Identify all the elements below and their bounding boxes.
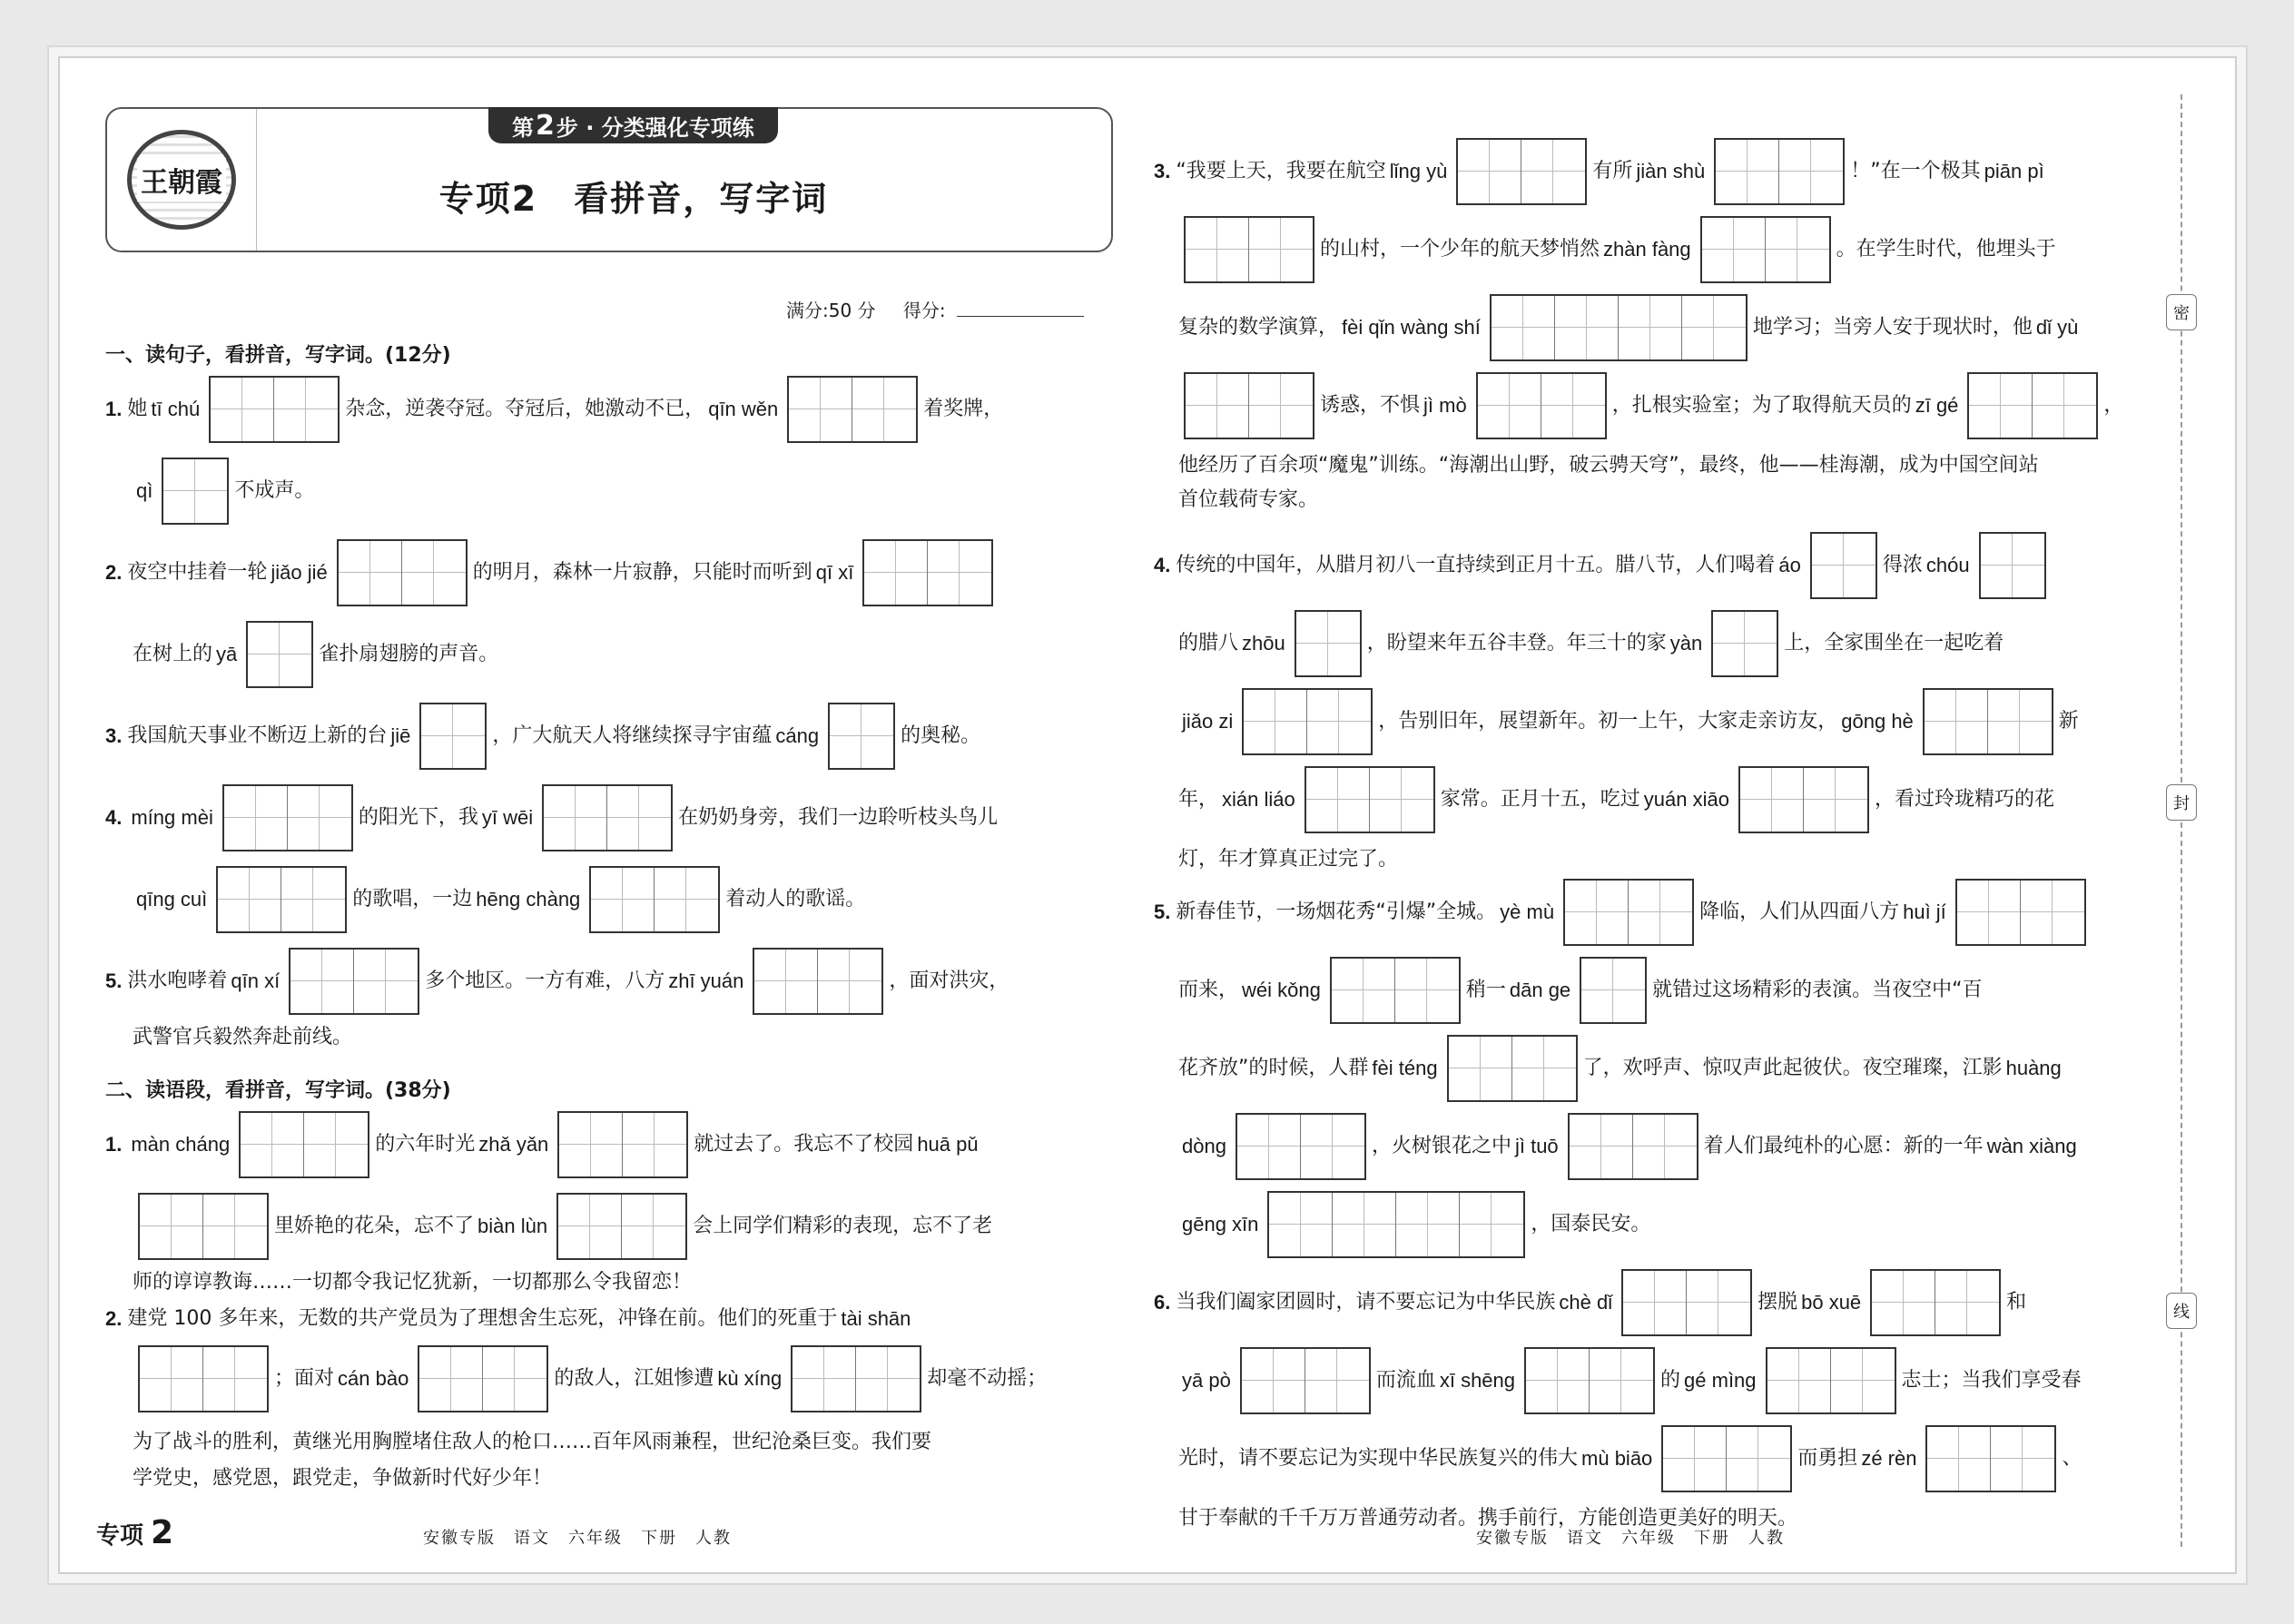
section-label [96,1514,173,1558]
text: 首位载荷专家。 [1178,488,1319,511]
pinyin: jiǎo zi [1182,710,1234,733]
answer-grid[interactable] [589,866,720,933]
text: 和 [2006,1291,2027,1314]
pinyin: wéi kǒng [1242,979,1321,1001]
s2-q3-line4 [1178,372,2123,439]
pinyin: huàng [2005,1057,2062,1079]
pinyin: tài shān [841,1307,911,1330]
text: ，火树银花之中 [1371,1135,1511,1157]
text: 年， [1178,788,1219,811]
pinyin: jiàn shù [1636,160,1706,182]
answer-grid[interactable] [1267,1191,1525,1258]
s1-q1-line1 [105,376,1003,443]
answer-grid[interactable] [1447,1035,1578,1102]
answer-grid[interactable] [1810,532,1877,599]
pinyin: chóu [1925,554,1970,576]
question-number: 5. [1154,901,1171,923]
s2-q2-line2 [133,1345,1047,1412]
answer-grid[interactable] [791,1345,921,1412]
text: 复杂的数学演算， [1178,316,1339,339]
s1-q5-line1 [105,948,1009,1015]
pinyin: biàn lùn [478,1215,548,1237]
s2-q2-line4 [133,1469,552,1489]
text: 着人们最纯朴的心愿：新的一年 [1703,1135,1984,1157]
pinyin: piān pì [1984,160,2044,182]
answer-grid[interactable] [828,703,895,770]
pinyin: jiǎo jié [271,561,328,584]
text: 、 [2062,1447,2082,1470]
worksheet-page [58,56,2237,1574]
question-number: 2. [105,561,123,584]
text: 了，欢呼声、惊叹声此起彼伏。夜空璀璨，江影 [1582,1057,2003,1079]
pinyin: kù xíng [717,1367,783,1390]
s2-q6-line3 [1178,1425,2082,1492]
question-number: 6. [1154,1291,1171,1314]
score-line [786,296,1084,322]
pinyin: xián liáo [1222,788,1295,811]
question-number: 4. [105,806,123,829]
pinyin: cán bào [338,1367,409,1390]
answer-grid[interactable] [1580,957,1647,1024]
answer-grid[interactable] [419,703,487,770]
text: 传统的中国年，从腊月初八一直持续到正月十五。腊八节，人们喝着 [1176,554,1776,576]
pinyin: fèi qǐn wàng shí [1342,316,1481,339]
answer-grid[interactable] [162,458,229,525]
pinyin: chè dǐ [1559,1291,1613,1314]
question-number: 2. [105,1307,123,1330]
text: 我国航天事业不断迈上新的台 [127,724,388,747]
answer-grid[interactable] [1870,1269,2001,1336]
text: 师的谆谆教诲……一切都令我记忆犹新，一切都那么令我留恋！ [133,1271,693,1294]
answer-grid[interactable] [1621,1269,1752,1336]
pinyin: tī chú [151,398,201,420]
pinyin: jì mò [1423,394,1467,417]
answer-grid[interactable] [1524,1347,1655,1414]
pinyin: jiē [390,724,411,747]
text: 新春佳节，一场烟花秀“引爆”全城。 [1176,901,1497,923]
text: 甘于奉献的千千万万普通劳动者。携手前行，方能创造更美好的明天。 [1178,1507,1798,1530]
text: 却毫不动摇； [927,1367,1048,1390]
text: 光时，请不要忘记为实现中华民族复兴的伟大 [1178,1447,1579,1470]
pinyin: dòng [1182,1135,1226,1157]
s1-q5-line2 [133,1028,352,1048]
text: 在奶奶身旁，我们一边聆听枝头鸟儿 [678,806,999,829]
text: 的 [1660,1369,1681,1392]
score-label: 得分: [902,300,946,321]
text: 为了战斗的胜利，黄继光用胸膛堵住敌人的枪口……百年风雨兼程，世纪沧桑巨变。我们要 [133,1431,932,1453]
logo-seal-icon [127,130,236,230]
pinyin: qīn xí [231,969,281,992]
pinyin: zhàn fàng [1603,238,1691,261]
text: 的六年时光 [375,1133,476,1156]
answer-grid[interactable] [1568,1113,1698,1180]
pinyin: yàn [1669,632,1703,655]
section2-title: 二、读语段，看拼音，写字词。(38分) [105,1079,451,1102]
pinyin: huā pǔ [917,1133,979,1156]
s2-q2-line1 [105,1309,914,1329]
pinyin: hēng chàng [476,888,581,910]
text: 夜空中挂着一轮 [127,561,268,584]
section-label-number: 2 [151,1514,174,1551]
pinyin: qīng cuì [136,888,208,910]
answer-grid[interactable] [1236,1113,1366,1180]
question-number: 3. [105,724,123,747]
s2-q5-line3 [1178,1035,2065,1102]
pinyin: míng mèi [131,806,213,829]
text: 的敌人，江姐惨遭 [554,1367,714,1390]
text: 就错过这场精彩的表演。当夜空中“百 [1652,979,1983,1001]
text: “我要上天，我要在航空 [1176,160,1386,182]
s2-q5-line4 [1178,1113,2081,1180]
text: ！”在一个极其 [1850,160,1981,182]
text: 不成声。 [234,479,315,502]
text: 武警官兵毅然奔赴前线。 [133,1026,353,1048]
pinyin: wàn xiàng [1986,1135,2077,1157]
edition-left: 安徽专版 语文 六年级 下册 人教 [423,1529,732,1548]
text: 摆脱 [1757,1291,1798,1314]
s2-q6-line2 [1178,1347,2082,1414]
pinyin: màn cháng [131,1133,231,1156]
s2-q4-line4 [1178,766,2054,833]
text: 而勇担 [1797,1447,1858,1470]
s1-q4-line2 [133,866,865,933]
binding-line [2173,94,2190,1547]
step-tab [488,107,778,143]
pinyin: mù biāo [1581,1447,1653,1470]
pinyin: yā pò [1182,1369,1231,1392]
text: 灯，年才算真正过完了。 [1178,848,1399,871]
answer-grid[interactable] [1476,372,1607,439]
answer-grid[interactable] [557,1111,688,1178]
text: ，告别旧年，展望新年。初一上午，大家走亲访友， [1378,710,1838,733]
s2-q3-line3 [1178,294,2082,361]
pinyin: yuán xiāo [1643,788,1729,811]
s2-q3-line6 [1178,490,1318,510]
pinyin: gēng xīn [1182,1213,1259,1235]
answer-grid[interactable] [1738,766,1869,833]
answer-grid[interactable] [138,1193,269,1260]
answer-grid[interactable] [138,1345,269,1412]
answer-grid[interactable] [289,948,419,1015]
text: 雀扑扇翅膀的声音。 [319,643,499,665]
text: 而来， [1178,979,1239,1001]
pinyin: dān ge [1509,979,1571,1001]
text: 得浓 [1882,554,1923,576]
s2-q6-line1 [1154,1269,2026,1336]
text: 上，全家围坐在一起吃着 [1784,632,2004,655]
text: 。在学生时代，他埋头于 [1836,238,2056,261]
answer-grid[interactable] [1305,766,1435,833]
pinyin: lǐng yù [1389,160,1448,182]
binding-mark: 线 [2166,1293,2197,1329]
s2-q5-line1 [1154,879,2092,946]
answer-grid[interactable] [862,539,993,606]
answer-grid[interactable] [542,784,673,851]
answer-grid[interactable] [1563,879,1694,946]
s2-q2-line3 [133,1432,931,1452]
full-score: 满分:50 分 [786,300,876,321]
text: ， [2103,394,2124,417]
pinyin: zhǎ yǎn [478,1133,549,1156]
pinyin: zé rèn [1861,1447,1917,1470]
pinyin: xī shēng [1439,1369,1516,1392]
answer-grid[interactable] [1714,138,1845,205]
s2-q3-line5 [1178,456,2039,476]
answer-grid[interactable] [1295,610,1362,677]
pinyin: yī wēi [481,806,534,829]
s2-q3-line1 [1154,138,2048,205]
text: 花齐放”的时候，人群 [1178,1057,1369,1079]
s1-q3 [105,703,980,770]
question-number: 1. [105,1133,123,1156]
answer-grid[interactable] [1184,372,1314,439]
s2-q4-line1 [1154,532,2052,599]
s2-q1-line2 [133,1193,992,1260]
answer-grid[interactable] [337,539,468,606]
section1-title: 一、读句子，看拼音，写字词。(12分) [105,344,451,367]
text: 稍一 [1465,979,1506,1001]
answer-grid[interactable] [1330,957,1461,1024]
text: 杂念，逆袭夺冠。夺冠后，她激动不已， [345,398,705,420]
text: 着动人的歌谣。 [725,888,866,910]
pinyin: yè mù [1500,901,1555,923]
section-label-text: 专项 [96,1522,144,1550]
text: 有所 [1592,160,1633,182]
answer-grid[interactable] [1925,1425,2056,1492]
text: 他经历了百余项“魔鬼”训练。“海潮出山野，破云骋天穹”，最终，他——桂海潮，成为中国空间站 [1178,454,2039,477]
text: 而流血 [1375,1369,1436,1392]
s2-q1-line1 [105,1111,982,1178]
text: 会上同学们精彩的表现，忘不了老 [693,1215,993,1237]
pinyin: bō xuē [1801,1291,1862,1314]
text: 新 [2058,710,2079,733]
answer-grid[interactable] [222,784,353,851]
pinyin: huì jí [1903,901,1946,923]
answer-grid[interactable] [1242,688,1373,755]
text: 学党史，感党恩，跟党走，争做新时代好少年！ [133,1467,553,1490]
answer-grid[interactable] [753,948,883,1015]
pinyin: zhī yuán [668,969,744,992]
text: 的明月，森林一片寂静，只能时而听到 [472,561,812,584]
step-number: 2 [536,109,555,142]
text: 诱惑，不惧 [1320,394,1421,417]
pinyin: gé mìng [1684,1369,1757,1392]
text: 多个地区。一方有难，八方 [425,969,665,992]
answer-grid[interactable] [246,621,313,688]
step-prefix: 第 [512,114,534,141]
text: ；面对 [274,1367,335,1390]
question-number: 1. [105,398,123,420]
answer-grid[interactable] [209,376,340,443]
text: ，面对洪灾， [889,969,1009,992]
s2-q5-line5 [1178,1191,1650,1258]
answer-grid[interactable] [1979,532,2046,599]
text: 的阳光下，我 [358,806,478,829]
s2-q3-line2 [1178,216,2056,283]
pinyin: dǐ yù [2035,316,2079,339]
answer-grid[interactable] [1923,688,2053,755]
answer-grid[interactable] [556,1193,687,1260]
pinyin: áo [1778,554,1801,576]
s2-q1-line3 [133,1273,692,1293]
publisher-logo [107,109,257,251]
text: ，看过玲珑精巧的花 [1874,788,2054,811]
pinyin: yā [216,643,238,665]
text: 就过去了。我忘不了校园 [694,1133,914,1156]
text: 的腊八 [1178,632,1239,655]
pinyin: gōng hè [1841,710,1914,733]
s2-q4-line3 [1178,688,2079,755]
question-number: 5. [105,969,123,992]
text: 在树上的 [133,643,213,665]
pinyin: cáng [775,724,820,747]
s1-q2-line2 [133,621,498,688]
answer-grid[interactable] [1955,879,2086,946]
logo-text: 王朝霞 [137,158,226,202]
text: ，广大航天人将继续探寻宇宙蕴 [492,724,773,747]
pinyin: zī gé [1915,394,1959,417]
answer-grid[interactable] [1661,1425,1792,1492]
text: 洪水咆哮着 [127,969,228,992]
answer-grid[interactable] [1700,216,1831,283]
s1-q4-line1 [105,784,998,851]
text: 地学习；当旁人安于现状时，他 [1752,316,2033,339]
s2-q4-line2 [1178,610,2004,677]
answer-grid[interactable] [1240,1347,1371,1414]
answer-grid[interactable] [1490,294,1748,361]
text: 志士；当我们享受春 [1901,1369,2082,1392]
answer-grid[interactable] [1766,1347,1896,1414]
page-title: 专项2 看拼音，写字词 [438,179,829,219]
answer-grid[interactable] [1967,372,2098,439]
pinyin: jì tuō [1514,1135,1559,1157]
edition-right: 安徽专版 语文 六年级 下册 人教 [1476,1529,1785,1548]
text: 家常。正月十五，吃过 [1440,788,1640,811]
text: ，国泰民安。 [1531,1213,1651,1235]
answer-grid[interactable] [239,1111,369,1178]
text: 里娇艳的花朵，忘不了 [274,1215,475,1237]
question-number: 4. [1154,554,1171,576]
pinyin: qì [136,479,153,502]
answer-grid[interactable] [1184,216,1314,283]
s2-q5-line2 [1178,957,1983,1024]
s2-q4-line5 [1178,850,1398,870]
binding-mark: 封 [2166,784,2197,821]
header-box [105,107,1113,252]
score-blank[interactable] [957,316,1084,317]
pinyin: qīn wěn [708,398,779,420]
text: 的山村，一个少年的航天梦悄然 [1320,238,1600,261]
text: 她 [127,398,148,420]
s1-q1-line2 [133,458,314,525]
s1-q2-line1 [105,539,999,606]
pinyin: fèi téng [1372,1057,1438,1079]
question-number: 3. [1154,160,1171,182]
text: 的歌唱，一边 [352,888,473,910]
text: ，盼望来年五谷丰登。年三十的家 [1366,632,1667,655]
text: 的奥秘。 [901,724,981,747]
answer-grid[interactable] [787,376,918,443]
pinyin: zhōu [1242,632,1285,655]
text: 当我们阖家团圆时，请不要忘记为中华民族 [1176,1291,1556,1314]
binding-mark: 密 [2166,294,2197,330]
text: ，扎根实验室；为了取得航天员的 [1611,394,1912,417]
answer-grid[interactable] [1456,138,1587,205]
text: 建党 100 多年来，无数的共产党员为了理想舍生忘死，冲锋在前。他们的死重于 [127,1307,838,1330]
text: 着奖牌， [923,398,1004,420]
answer-grid[interactable] [216,866,347,933]
step-suffix: 步 · 分类强化专项练 [556,114,754,141]
answer-grid[interactable] [1711,610,1778,677]
pinyin: qī xī [815,561,854,584]
text: 降临，人们从四面八方 [1699,901,1900,923]
answer-grid[interactable] [418,1345,548,1412]
